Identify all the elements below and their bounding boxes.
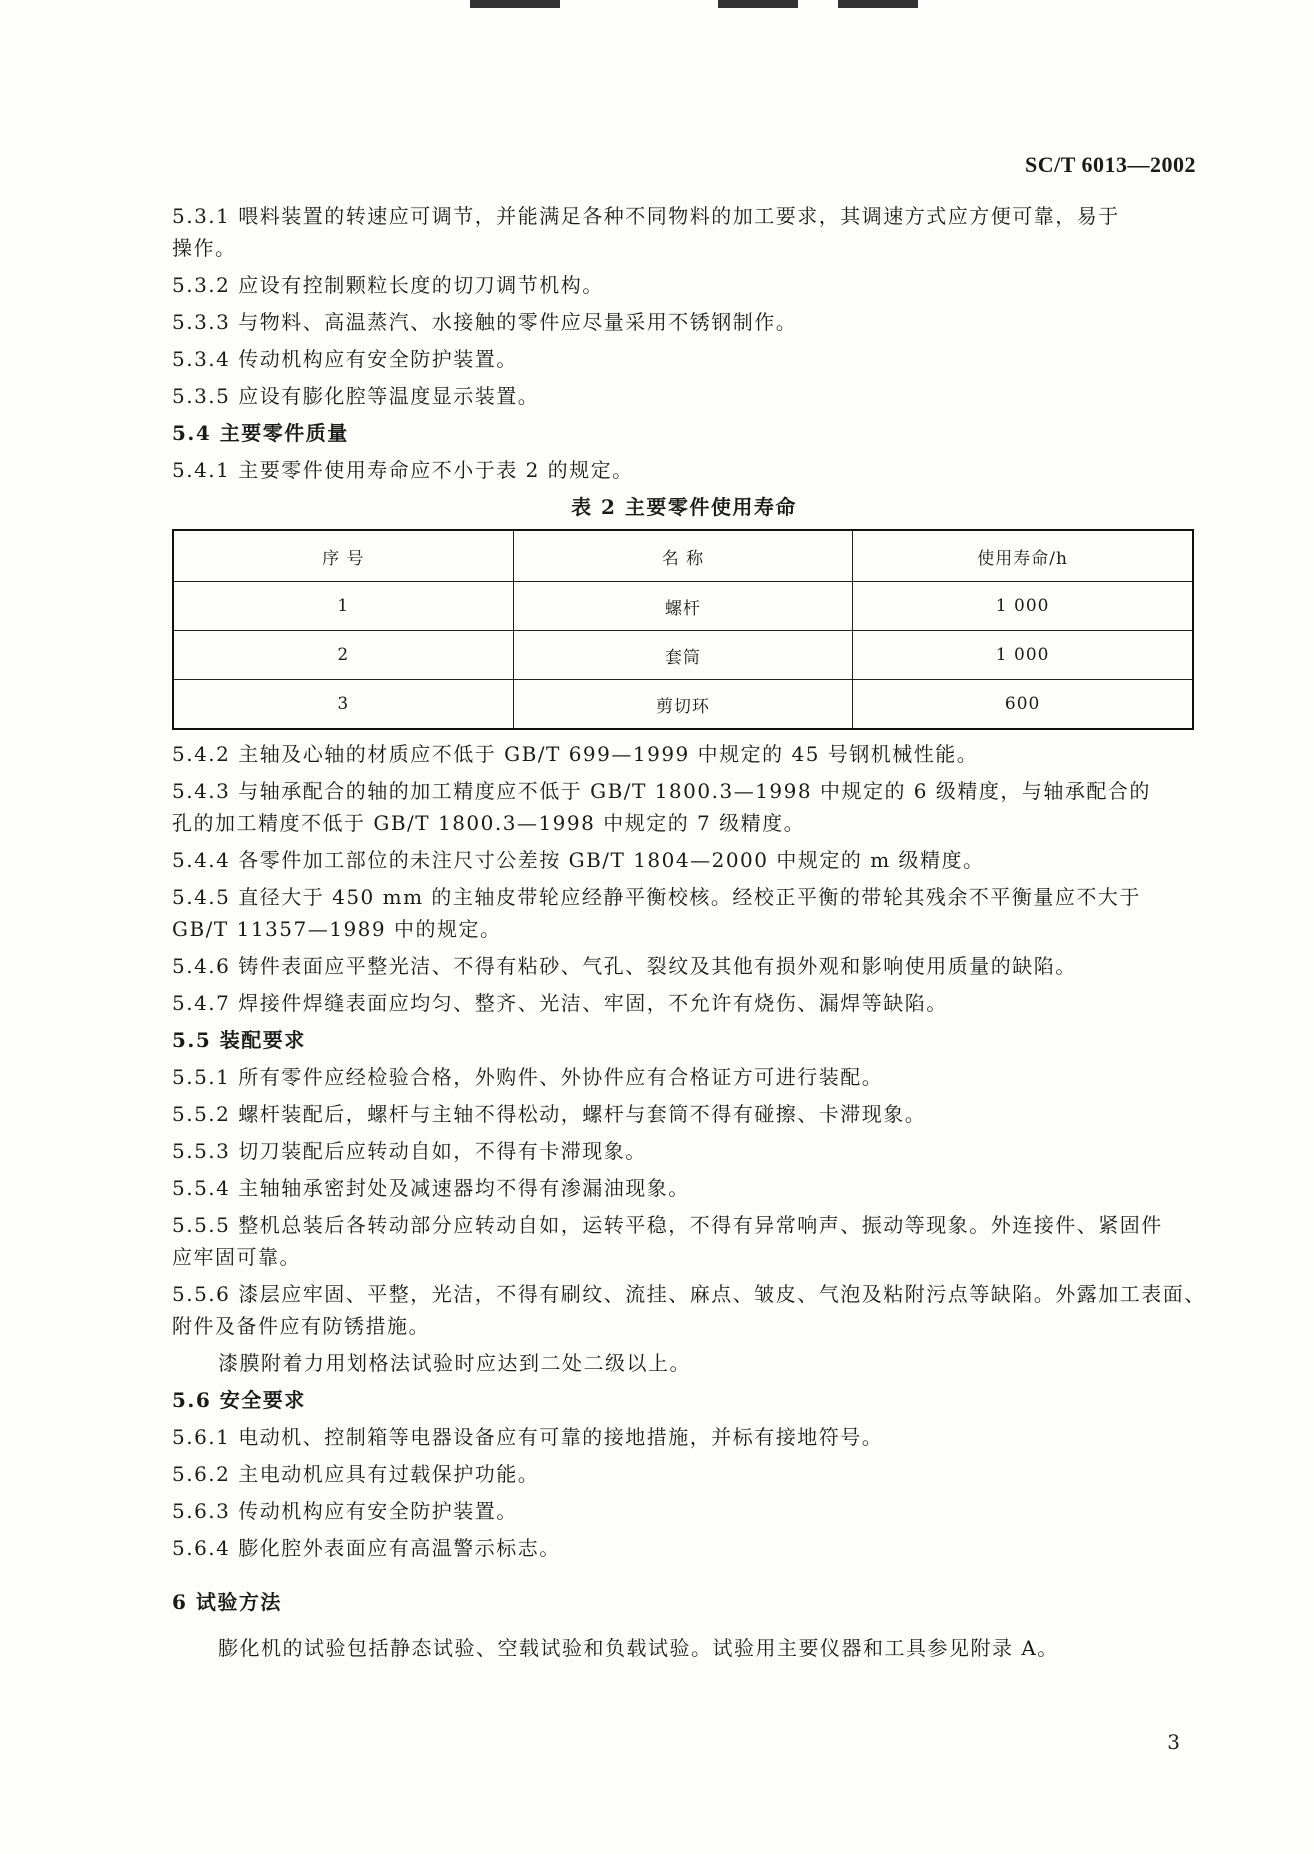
clause-5-6-3: 5.6.3 传动机构应有安全防护装置。	[172, 1499, 518, 1523]
clause-5-5-6-cont: 附件及备件应有防锈措施。	[172, 1314, 430, 1338]
section-6-paragraph: 膨化机的试验包括静态试验、空载试验和负载试验。试验用主要仪器和工具参见附录 A。	[218, 1636, 1059, 1660]
table-cell: 螺杆	[513, 582, 853, 631]
table-cell: 1 000	[853, 631, 1193, 680]
table-header-cell: 序 号	[173, 530, 513, 582]
table-cell: 剪切环	[513, 680, 853, 730]
table-cell: 1 000	[853, 582, 1193, 631]
clause-5-4-5-cont: GB/T 11357—1989 中的规定。	[172, 917, 502, 941]
clause-5-4-3: 5.4.3 与轴承配合的轴的加工精度应不低于 GB/T 1800.3—1998 中规定的 6 级精度，与轴承配合的	[172, 779, 1151, 803]
clause-5-3-3: 5.3.3 与物料、高温蒸汽、水接触的零件应尽量采用不锈钢制作。	[172, 310, 798, 334]
clause-5-5-1: 5.5.1 所有零件应经检验合格，外购件、外协件应有合格证方可进行装配。	[172, 1065, 884, 1089]
clause-5-4-2: 5.4.2 主轴及心轴的材质应不低于 GB/T 699—1999 中规定的 45 号钢机械性能。	[172, 742, 979, 766]
clause-5-5-5: 5.5.5 整机总装后各转动部分应转动自如，运转平稳，不得有异常响声、振动等现象。外连接件、紧固件	[172, 1213, 1163, 1237]
clause-5-5-5-cont: 应牢固可靠。	[172, 1245, 301, 1269]
table-row	[173, 631, 1193, 680]
section-heading-5-4: 5.4 主要零件质量	[172, 421, 349, 445]
clause-5-6-1: 5.6.1 电动机、控制箱等电器设备应有可靠的接地措施，并标有接地符号。	[172, 1425, 884, 1449]
clause-5-5-3: 5.5.3 切刀装配后应转动自如，不得有卡滞现象。	[172, 1139, 647, 1163]
clause-5-3-5: 5.3.5 应设有膨化腔等温度显示装置。	[172, 384, 540, 408]
clause-5-4-1: 5.4.1 主要零件使用寿命应不小于表 2 的规定。	[172, 458, 634, 482]
clause-5-3-2: 5.3.2 应设有控制颗粒长度的切刀调节机构。	[172, 273, 604, 297]
page-number: 3	[1167, 1730, 1180, 1754]
table-caption: 表 2 主要零件使用寿命	[571, 495, 797, 519]
clause-5-5-2: 5.5.2 螺杆装配后，螺杆与主轴不得松动，螺杆与套筒不得有碰擦、卡滞现象。	[172, 1102, 927, 1126]
scan-artifact-bar	[838, 0, 918, 8]
clause-5-3-1-cont: 操作。	[172, 236, 237, 260]
clause-5-5-6: 5.5.6 漆层应牢固、平整，光洁，不得有刷纹、流挂、麻点、皱皮、气泡及粘附污点等缺陷。外露加工表面、	[172, 1282, 1206, 1306]
table-row	[173, 680, 1193, 730]
table-header-cell: 名 称	[513, 530, 853, 582]
table-cell: 600	[853, 680, 1193, 730]
section-heading-6: 6 试验方法	[172, 1590, 282, 1614]
clause-5-6-2: 5.6.2 主电动机应具有过载保护功能。	[172, 1462, 540, 1486]
table-cell: 2	[173, 631, 513, 680]
table-header-row	[173, 530, 1193, 582]
clause-5-5-6-note: 漆膜附着力用划格法试验时应达到二处二级以上。	[218, 1351, 691, 1375]
table-cell: 1	[173, 582, 513, 631]
clause-5-6-4: 5.6.4 膨化腔外表面应有高温警示标志。	[172, 1536, 561, 1560]
scan-artifact-bar	[470, 0, 560, 8]
section-heading-5-5: 5.5 装配要求	[172, 1028, 306, 1052]
clause-5-5-4: 5.5.4 主轴轴承密封处及减速器均不得有渗漏油现象。	[172, 1176, 690, 1200]
clause-5-3-1: 5.3.1 喂料装置的转速应可调节，并能满足各种不同物料的加工要求，其调速方式应方便可靠，易于	[172, 204, 1120, 228]
clause-5-3-4: 5.3.4 传动机构应有安全防护装置。	[172, 347, 518, 371]
clause-5-4-5: 5.4.5 直径大于 450 mm 的主轴皮带轮应经静平衡校核。经校正平衡的带轮其残余不平衡量应不大于	[172, 885, 1141, 909]
clause-5-4-4: 5.4.4 各零件加工部位的未注尺寸公差按 GB/T 1804—2000 中规定的 m 级精度。	[172, 848, 985, 872]
table-cell: 套筒	[513, 631, 853, 680]
table-row	[173, 582, 1193, 631]
clause-5-4-6: 5.4.6 铸件表面应平整光洁、不得有粘砂、气孔、裂纹及其他有损外观和影响使用质量的缺陷。	[172, 954, 1077, 978]
table-header-cell: 使用寿命/h	[853, 530, 1193, 582]
scan-artifact-bar	[718, 0, 798, 8]
table-cell: 3	[173, 680, 513, 730]
clause-5-4-7: 5.4.7 焊接件焊缝表面应均匀、整齐、光洁、牢固，不允许有烧伤、漏焊等缺陷。	[172, 991, 948, 1015]
section-heading-5-6: 5.6 安全要求	[172, 1388, 306, 1412]
document-code: SC/T 6013—2002	[1024, 152, 1196, 177]
document-body	[172, 200, 1206, 1669]
clause-5-4-3-cont: 孔的加工精度不低于 GB/T 1800.3—1998 中规定的 7 级精度。	[172, 811, 806, 835]
parts-life-table	[172, 529, 1194, 730]
